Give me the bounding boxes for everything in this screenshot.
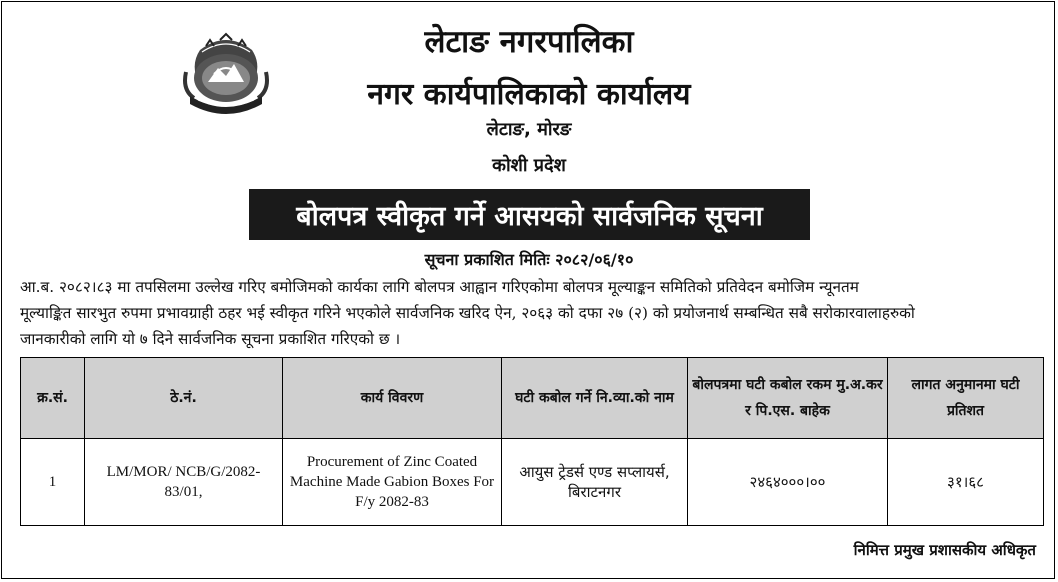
office-name: नगर कार्यपालिकाको कार्यालय xyxy=(367,77,691,112)
notice-body-line: आ.ब. २०८२।८३ मा तपसिलमा उल्लेख गरिए बमोजिमको कार्यका लागि बोलपत्र आह्वान गरिएकोमा बोलपत्र मूल्याङ्कन समितिको प्रतिवेदन बमोजिम न्यूनतम xyxy=(20,278,859,296)
office-location: लेटाङ, मोरङ xyxy=(486,119,572,140)
notice-title: बोलपत्र स्वीकृत गर्ने आसयको सार्वजनिक सूचना xyxy=(249,189,810,240)
table-header-row xyxy=(21,358,1044,439)
cell-bidder: आयुस ट्रेडर्स एण्ड सप्लायर्स, बिराटनगर xyxy=(502,439,688,526)
cell-contract-no: LM/MOR/ NCB/G/2082-83/01, xyxy=(85,439,283,526)
province-name: कोशी प्रदेश xyxy=(492,155,566,176)
column-header-bidder: घटी कबोल गर्ने नि.व्या.को नाम xyxy=(502,358,688,439)
column-header-percent: लागत अनुमानमा घटी प्रतिशत xyxy=(888,358,1044,439)
notice-body xyxy=(20,274,1042,352)
bid-table xyxy=(20,357,1044,526)
column-header-description: कार्य विवरण xyxy=(283,358,502,439)
column-header-sn: क्र.सं. xyxy=(21,358,85,439)
cell-description: Procurement of Zinc Coated Machine Made Gabion Boxes For F/y 2082-83 xyxy=(283,439,502,526)
cell-percent: ३१।६८ xyxy=(888,439,1044,526)
published-date: सूचना प्रकाशित मितिः २०८२/०६/१० xyxy=(424,250,634,269)
column-header-amount: बोलपत्रमा घटी कबोल रकम मु.अ.कर र पि.एस. बाहेक xyxy=(688,358,888,439)
cell-amount: २४६४०००।०० xyxy=(688,439,888,526)
notice-body-line: जानकारीको लागि यो ७ दिने सार्वजनिक सूचना प्रकाशित गरिएको छ । xyxy=(20,330,401,348)
column-header-contract-no: ठे.नं. xyxy=(85,358,283,439)
cell-sn: 1 xyxy=(21,439,85,526)
municipality-name: लेटाङ नगरपालिका xyxy=(424,24,634,60)
signatory: निमित्त प्रमुख प्रशासकीय अधिकृत xyxy=(853,541,1036,559)
table-row xyxy=(21,439,1044,526)
notice-body-line: मूल्याङ्कित सारभुत रुपमा प्रभावग्राही ठहर भई स्वीकृत गरिने भएकोले सार्वजनिक खरिद ऐन, २०६३ को दफा २७ (२) को प्रयोजनार्थ सम्बन्धित सबै सरोकारवालाहरुको xyxy=(20,304,915,322)
